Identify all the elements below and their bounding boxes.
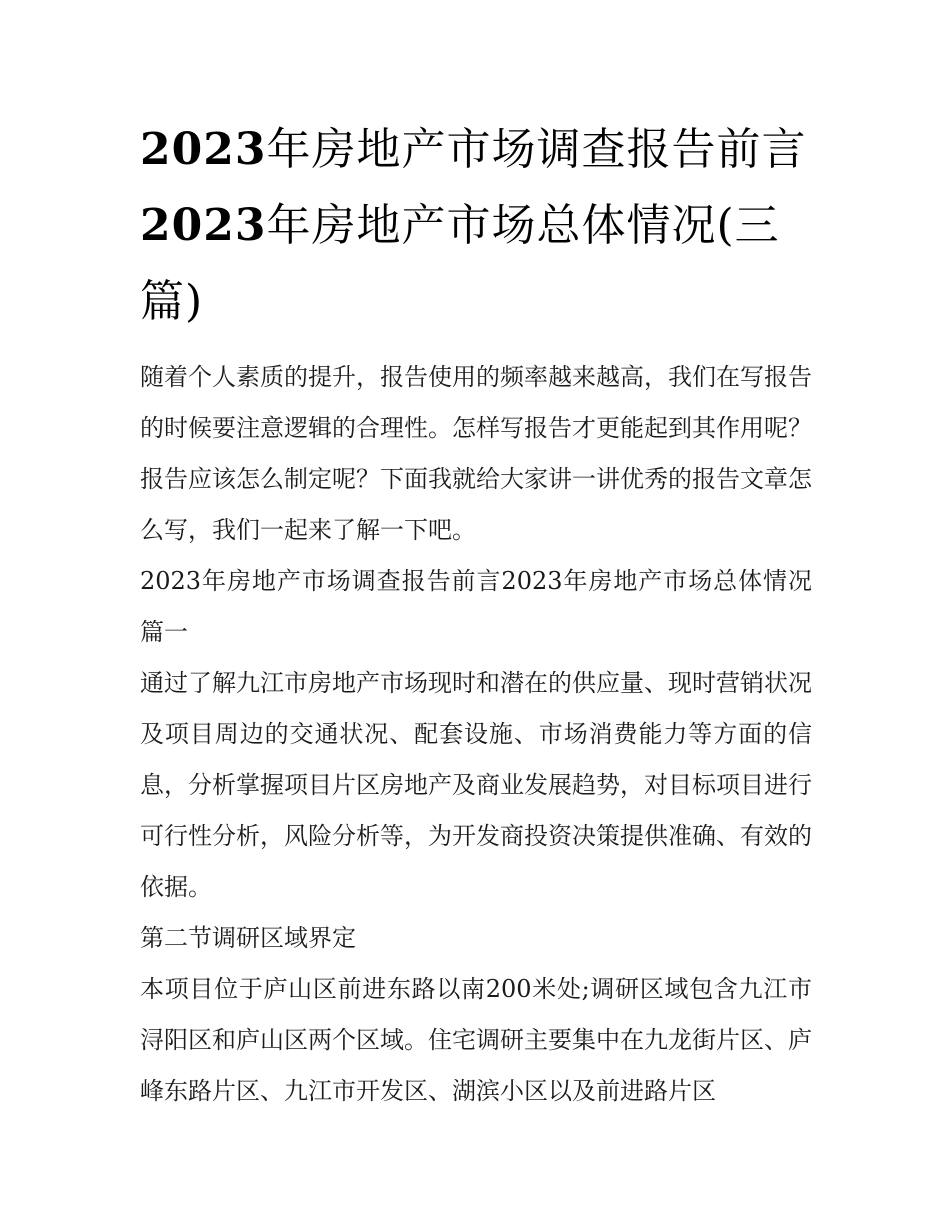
section-heading-part-one: 2023年房地产市场调查报告前言2023年房地产市场总体情况篇一: [140, 567, 812, 646]
title-text-2: 年房地产市场总体情况(三篇): [140, 200, 780, 327]
section-heading-survey-area: 第二节调研区域界定: [140, 924, 356, 952]
title-year-1: 2023: [140, 124, 267, 175]
document-body: [140, 352, 812, 1117]
title-year-2: 2023: [140, 200, 267, 251]
title-text-1: 年房地产市场调查报告前言: [266, 124, 807, 175]
intro-paragraph: 随着个人素质的提升，报告使用的频率越来越高，我们在写报告的时候要注意逻辑的合理性。怎样写报告才更能起到其作用呢？报告应该怎么制定呢？下面我就给大家讲一讲优秀的报告文章怎么写，我们一起来了解一下吧。: [140, 363, 812, 544]
survey-area-paragraph: 本项目位于庐山区前进东路以南200米处;调研区域包含九江市浔阳区和庐山区两个区域。住宅调研主要集中在九龙街片区、庐峰东路片区、九江市开发区、湖滨小区以及前进路片区: [140, 975, 812, 1105]
document-title: [140, 112, 812, 340]
purpose-paragraph: 通过了解九江市房地产市场现时和潜在的供应量、现时营销状况及项目周边的交通状况、配套设施、市场消费能力等方面的信息，分析掌握项目片区房地产及商业发展趋势，对目标项目进行可行性分析，风险分析等，为开发商投资决策提供准确、有效的依据。: [140, 669, 812, 901]
document-page: [140, 112, 812, 1117]
